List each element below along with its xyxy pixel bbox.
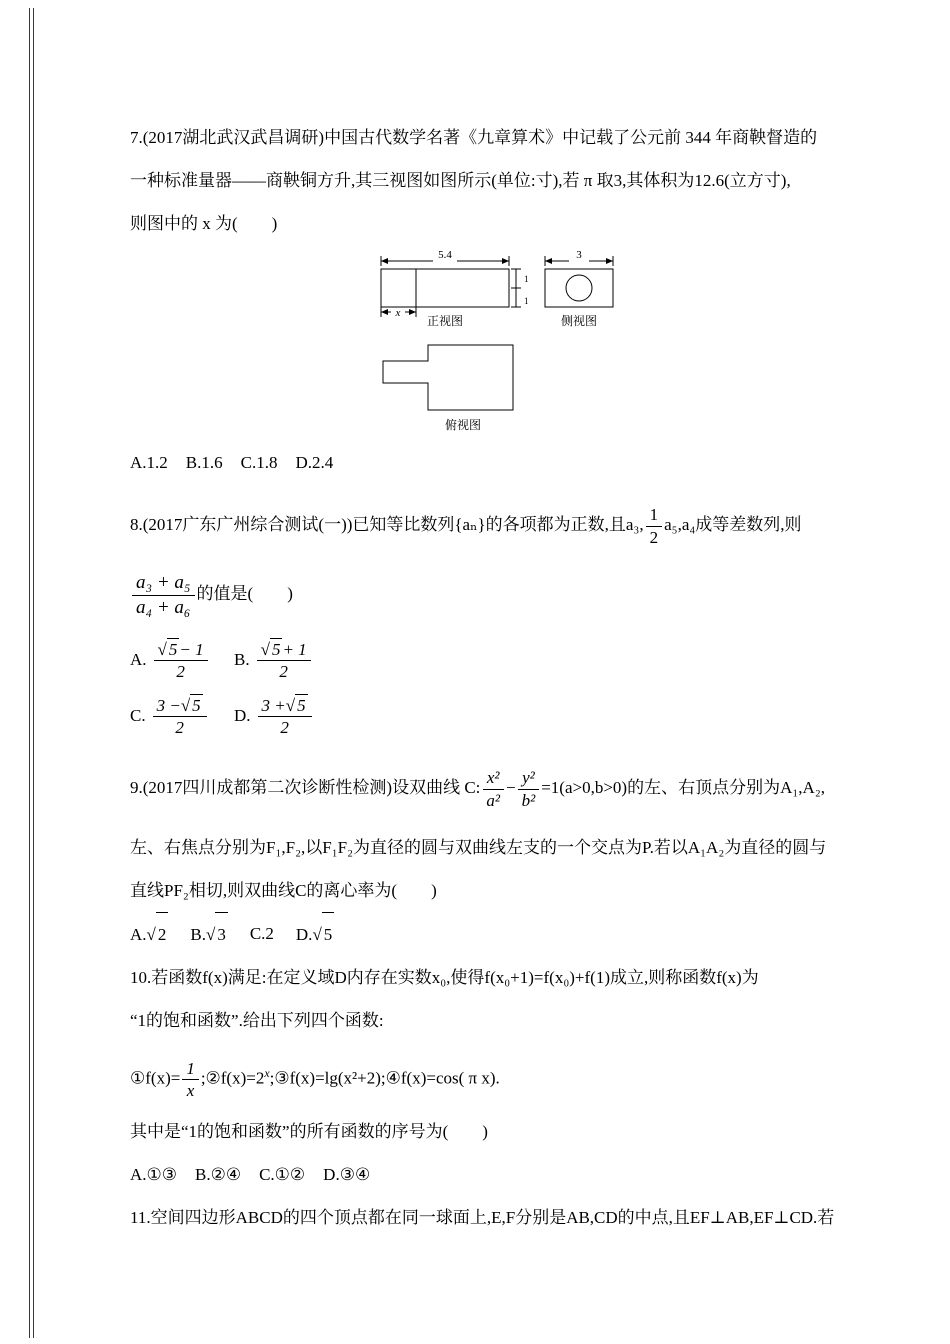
- q8-line1-post: a₅,a₄成等差数列,则: [664, 515, 802, 534]
- fraction: √ 5 + 1 2: [257, 638, 311, 683]
- q9-options: [130, 912, 860, 956]
- q8-option-c: C. 3 − √ 5 2: [130, 694, 234, 739]
- q10-line3: [130, 1042, 860, 1110]
- dim-height-2: 1: [524, 296, 529, 306]
- sqrt: √ 5: [180, 695, 201, 715]
- fraction: √ 5 − 1 2: [154, 638, 208, 683]
- exponent-x: x: [264, 1066, 270, 1080]
- front-view-label: 正视图: [426, 314, 464, 328]
- q7-option-d: D.2.4: [295, 453, 334, 472]
- sqrt-icon: √: [205, 925, 216, 944]
- figure-linework: [381, 256, 613, 410]
- q10-line1: 10.若函数f(x)满足:在定义域D内存在实数x₀,使得f(x₀+1)=f(x₀)+f(1)成立,则称函数f(x)为: [130, 968, 759, 987]
- sqrt: √ 2: [147, 912, 169, 956]
- fraction-1-x: $\frac{1}{x}$: [182, 1058, 199, 1102]
- q8-option-b: B. √ 5 + 1 2: [234, 638, 313, 683]
- sqrt: √ 5: [285, 695, 306, 715]
- q7-options: [130, 441, 860, 484]
- q8-option-a: A. √ 5 − 1 2: [130, 638, 234, 683]
- q7-option-a: A.1.2: [130, 453, 168, 472]
- fraction-x2-a2: $\frac{\text{x²}}{\text{a²}}$: [482, 767, 504, 811]
- q10-line3-p1: ①f(x)=: [130, 1068, 181, 1088]
- left-border-line-1: [29, 8, 30, 1338]
- left-border-line-2: [33, 8, 34, 1338]
- q10-line2: “1的饱和函数”.给出下列四个函数:: [130, 1011, 384, 1030]
- q10-line4: 其中是“1的饱和函数”的所有函数的序号为( ): [130, 1121, 488, 1141]
- three-view-figure-wrap: [373, 247, 860, 435]
- sqrt: √ 5: [312, 912, 334, 956]
- sqrt: √ 5: [260, 639, 281, 659]
- q10-option-a: A.①③: [130, 1164, 178, 1184]
- fraction-one-half: $\frac{1}{2}$: [646, 504, 663, 548]
- fraction-y2-b2: $\frac{\text{y²}}{\text{b²}}$: [518, 767, 540, 811]
- top-view-label: 俯视图: [444, 418, 482, 432]
- q10-options: [130, 1153, 860, 1196]
- q8-option-d: D. 3 + √ 5 2: [234, 694, 314, 739]
- sqrt-icon: √: [146, 925, 156, 944]
- q7-line2: 一种标准量器——商鞅铜方升,其三视图如图所示(单位:寸),若 π 取3,其体积为12.6(立方寸),: [130, 171, 791, 190]
- q10-line3-p3: ;③f(x)=lg(x²+2);④f(x)=cos( π x).: [269, 1068, 500, 1088]
- q10-option-b: B.②④: [195, 1164, 242, 1184]
- q9-line3: 直线PF₂相切,则双曲线C的离心率为( ): [130, 881, 437, 900]
- sqrt-icon: √: [157, 639, 167, 659]
- figure-labels: [395, 249, 597, 432]
- q7-line1: 7.(2017湖北武汉武昌调研)中国古代数学名著《九章算术》中记载了公元前 344 年商鞅督造的: [130, 128, 818, 147]
- q7-option-b: B.1.6: [185, 453, 223, 472]
- q9-line2: 左、右焦点分别为F₁,F₂,以F₁F₂为直径的圆与双曲线左支的一个交点为P.若以A₁A₂为直径的圆与: [130, 838, 827, 857]
- three-view-figure: [373, 247, 665, 435]
- q10-option-d: D.③④: [323, 1164, 371, 1184]
- dim-height-1: 1: [524, 274, 529, 284]
- q8-line1-pre: 8.(2017广东广州综合测试(一))已知等比数列{aₙ}的各项都为正数,且a₃,: [130, 515, 644, 534]
- q9-line1-pre: 9.(2017四川成都第二次诊断性检测)设双曲线 C:: [130, 778, 481, 797]
- q8-line2: [130, 556, 860, 632]
- q9-option-a: A. √ 2: [130, 912, 168, 956]
- dim-side-width: 3: [576, 249, 582, 261]
- q8-options-row-2: [130, 688, 860, 744]
- q9-option-c: C.2: [249, 924, 274, 943]
- fraction-a3a5-a4a6: $\frac{\text{a₃ + a₅}}{\text{a₄ + a₆}}$: [132, 571, 195, 620]
- q7-line3: 则图中的 x 为( ): [130, 214, 278, 233]
- q10-option-c: C.①②: [259, 1164, 306, 1184]
- side-view-label: 侧视图: [560, 314, 598, 328]
- sqrt-icon: √: [180, 695, 191, 715]
- q9-option-d: D. √ 5: [296, 912, 334, 956]
- sqrt-icon: √: [312, 925, 322, 944]
- front-view-outline: [381, 269, 509, 307]
- dim-x: x: [395, 307, 401, 319]
- q8-options-row-1: [130, 632, 860, 688]
- sqrt: √ 3: [206, 912, 228, 956]
- sqrt-icon: √: [260, 639, 270, 659]
- q8-after-frac: 的值是( ): [196, 584, 293, 603]
- side-view-circle: [566, 275, 592, 301]
- q10-line3-p2: ;②f(x)=2: [200, 1068, 265, 1088]
- sqrt: √ 5: [157, 639, 178, 659]
- document-page: [130, 116, 860, 1239]
- top-view-outline: [383, 345, 513, 410]
- q11-line1: 11.空间四边形ABCD的四个顶点都在同一球面上,E,F分别是AB,CD的中点,且EF⊥AB,EF⊥CD.若: [130, 1207, 835, 1227]
- q9-option-b: B. √ 3: [190, 912, 227, 956]
- dim-front-width: 5.4: [438, 249, 452, 261]
- q9-line1: [130, 750, 860, 826]
- fraction: 3 + √ 5 2: [258, 694, 312, 739]
- q8-line1: [130, 494, 860, 556]
- minus-sign: −: [506, 778, 516, 797]
- q9-line1-post: =1(a>0,b>0)的左、右顶点分别为A₁,A₂,: [541, 778, 825, 797]
- fraction: 3 − √ 5 2: [153, 694, 207, 739]
- q7-option-c: C.1.8: [240, 453, 278, 472]
- sqrt-icon: √: [285, 695, 296, 715]
